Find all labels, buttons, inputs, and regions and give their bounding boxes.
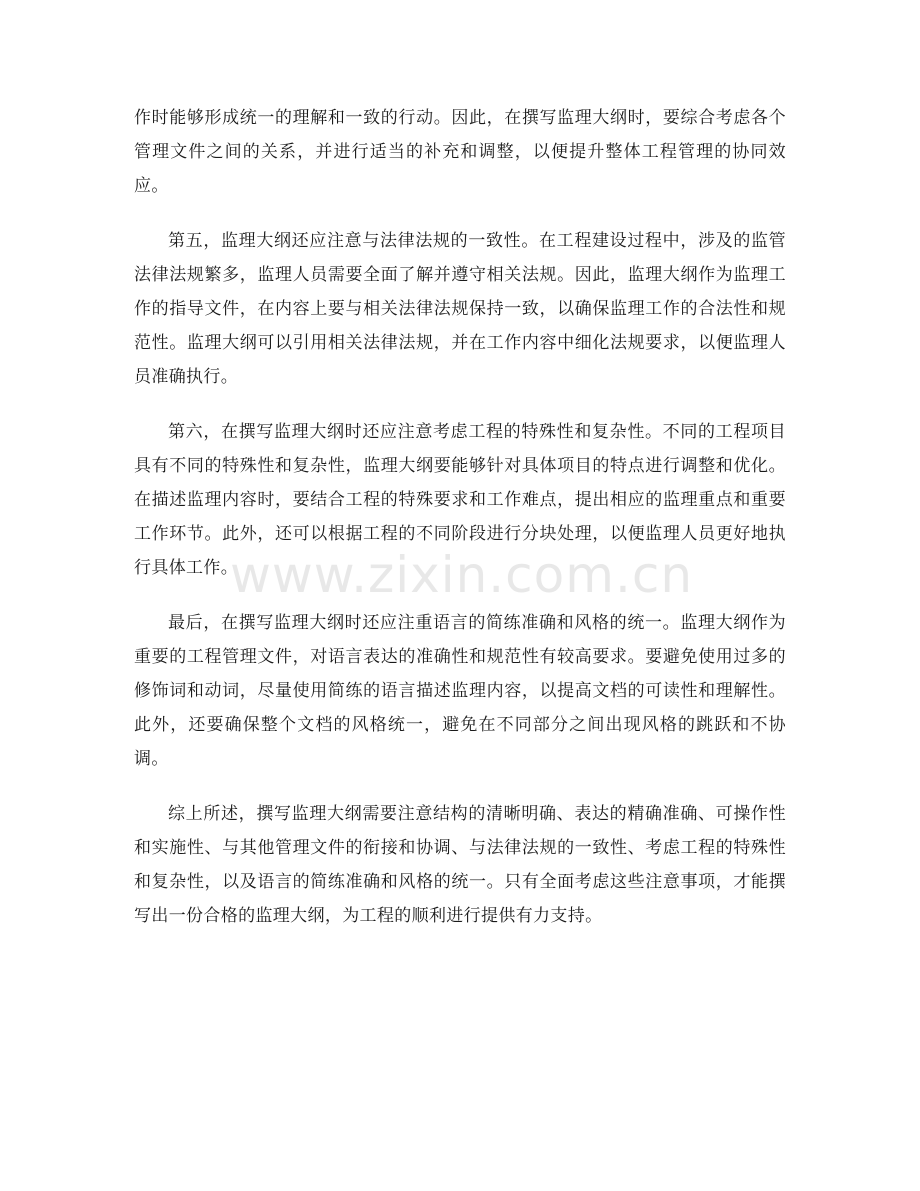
- paragraph-fifth-point: 第五，监理大纲还应注意与法律法规的一致性。在工程建设过程中，涉及的监管法律法规繁多，监理人员需要全面了解并遵守相关法规。因此，监理大纲作为监理工作的指导文件，在内容上要与相关法律法规保持一致，以确保监理工作的合法性和规范性。监理大纲可以引用相关法律法规，并在工作内容中细化法规要求，以便监理人员准确执行。: [134, 231, 786, 387]
- paragraph-final-point: 最后，在撰写监理大纲时还应注重语言的简练准确和风格的统一。监理大纲作为重要的工程管理文件，对语言表达的准确性和规范性有较高要求。要避免使用过多的修饰词和动词，尽量使用简练的语言描述监理内容，以提高文档的可读性和理解性。此外，还要确保整个文档的风格统一，避免在不同部分之间出现风格的跳跃和不协调。: [134, 613, 786, 769]
- watermark-text: www.zixin.com.cn: [230, 546, 694, 604]
- paragraph-sixth-point: 第六，在撰写监理大纲时还应注意考虑工程的特殊性和复杂性。不同的工程项目具有不同的特殊性和复杂性，监理大纲要能够针对具体项目的特点进行调整和优化。在描述监理内容时，要结合工程的特殊要求和工作难点，提出相应的监理重点和重要工作环节。此外，还可以根据工程的不同阶段进行分块处理，以便监理人员更好地执行具体工作。: [134, 422, 786, 578]
- paragraph-continuation: 作时能够形成统一的理解和一致的行动。因此，在撰写监理大纲时，要综合考虑各个管理文件之间的关系，并进行适当的补充和调整，以便提升整体工程管理的协同效应。: [134, 108, 786, 196]
- document-body: [134, 101, 786, 954]
- paragraph-summary: 综上所述，撰写监理大纲需要注意结构的清晰明确、表达的精确准确、可操作性和实施性、与其他管理文件的衔接和协调、与法律法规的一致性、考虑工程的特殊性和复杂性，以及语言的简练准确和风格的统一。只有全面考虑这些注意事项，才能撰写出一份合格的监理大纲，为工程的顺利进行提供有力支持。: [134, 804, 786, 926]
